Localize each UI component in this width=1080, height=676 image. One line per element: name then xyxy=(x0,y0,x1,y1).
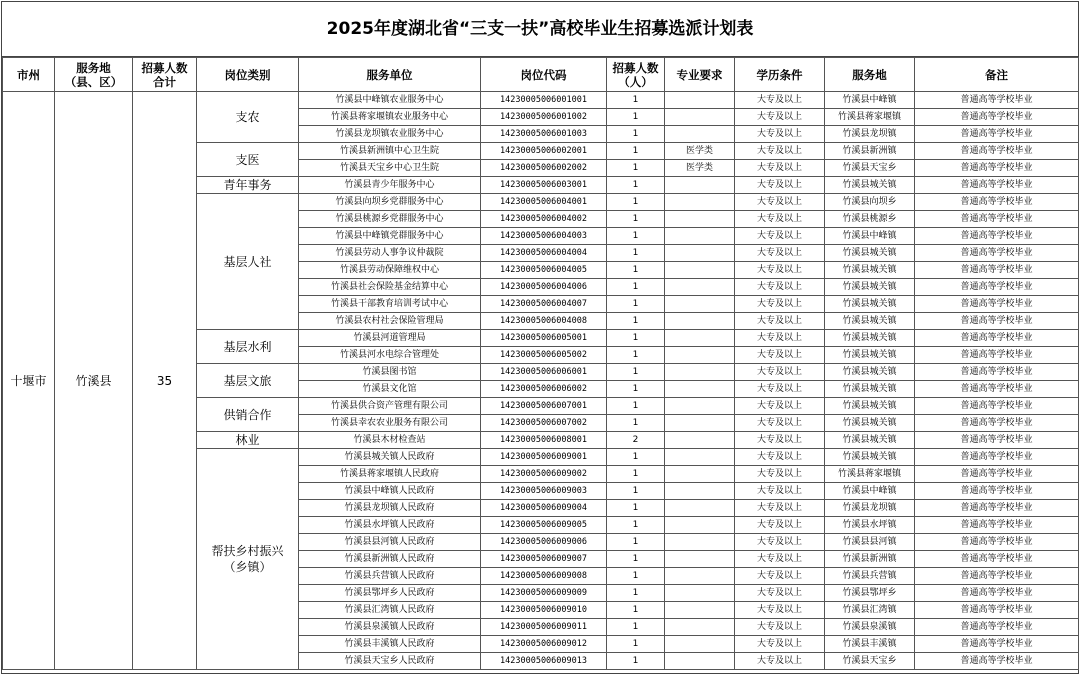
category-label: 林业 xyxy=(235,433,260,447)
category-cell xyxy=(197,330,299,364)
code-cell: 14230005006008001 xyxy=(481,432,607,449)
remark-cell: 普通高等学校毕业 xyxy=(915,534,1079,551)
city-cell: 十堰市 xyxy=(3,92,55,670)
header-city: 市州 xyxy=(3,58,55,92)
unit-cell: 竹溪县社会保险基金结算中心 xyxy=(299,279,481,296)
count-cell: 1 xyxy=(607,602,665,619)
location-cell: 竹溪县中峰镇 xyxy=(825,228,915,245)
count-cell: 1 xyxy=(607,517,665,534)
major-cell xyxy=(665,636,735,653)
code-cell: 14230005006009007 xyxy=(481,551,607,568)
location-cell: 竹溪县龙坝镇 xyxy=(825,126,915,143)
major-cell xyxy=(665,126,735,143)
code-cell: 14230005006004005 xyxy=(481,262,607,279)
remark-cell: 普通高等学校毕业 xyxy=(915,262,1079,279)
unit-cell: 竹溪县汇湾镇人民政府 xyxy=(299,602,481,619)
spreadsheet xyxy=(1,1,1079,674)
major-cell xyxy=(665,398,735,415)
unit-cell: 竹溪县向坝乡党群服务中心 xyxy=(299,194,481,211)
category-label: 支医 xyxy=(235,152,260,167)
education-cell: 大专及以上 xyxy=(735,92,825,109)
remark-cell: 普通高等学校毕业 xyxy=(915,517,1079,534)
table-title: 2025年度湖北省“三支一扶”高校毕业生招募选派计划表 xyxy=(2,2,1078,57)
major-cell xyxy=(665,415,735,432)
category-cell xyxy=(197,432,299,449)
remark-cell: 普通高等学校毕业 xyxy=(915,177,1079,194)
code-cell: 14230005006001001 xyxy=(481,92,607,109)
count-cell: 1 xyxy=(607,313,665,330)
code-cell: 14230005006009013 xyxy=(481,653,607,670)
unit-cell: 竹溪县新洲镇中心卫生院 xyxy=(299,143,481,160)
header-remark: 备注 xyxy=(915,58,1079,92)
education-cell: 大专及以上 xyxy=(735,466,825,483)
code-cell: 14230005006001003 xyxy=(481,126,607,143)
education-cell: 大专及以上 xyxy=(735,364,825,381)
remark-cell: 普通高等学校毕业 xyxy=(915,483,1079,500)
remark-cell: 普通高等学校毕业 xyxy=(915,194,1079,211)
count-cell: 1 xyxy=(607,381,665,398)
unit-cell: 竹溪县图书馆 xyxy=(299,364,481,381)
education-cell: 大专及以上 xyxy=(735,534,825,551)
remark-cell: 普通高等学校毕业 xyxy=(915,313,1079,330)
major-cell xyxy=(665,534,735,551)
count-cell: 2 xyxy=(607,432,665,449)
remark-cell: 普通高等学校毕业 xyxy=(915,92,1079,109)
unit-cell: 竹溪县鄂坪乡人民政府 xyxy=(299,585,481,602)
education-cell: 大专及以上 xyxy=(735,568,825,585)
location-cell: 竹溪县城关镇 xyxy=(825,330,915,347)
major-cell xyxy=(665,330,735,347)
recruitment-table xyxy=(2,57,1079,670)
remark-cell: 普通高等学校毕业 xyxy=(915,109,1079,126)
major-cell xyxy=(665,517,735,534)
location-cell: 竹溪县蒋家堰镇 xyxy=(825,466,915,483)
count-cell: 1 xyxy=(607,92,665,109)
code-cell: 14230005006002001 xyxy=(481,143,607,160)
education-cell: 大专及以上 xyxy=(735,619,825,636)
remark-cell: 普通高等学校毕业 xyxy=(915,585,1079,602)
count-cell: 1 xyxy=(607,364,665,381)
unit-cell: 竹溪县劳动保障维权中心 xyxy=(299,262,481,279)
count-cell: 1 xyxy=(607,109,665,126)
major-cell xyxy=(665,262,735,279)
education-cell: 大专及以上 xyxy=(735,432,825,449)
unit-cell: 竹溪县丰溪镇人民政府 xyxy=(299,636,481,653)
code-cell: 14230005006009003 xyxy=(481,483,607,500)
location-cell: 竹溪县蒋家堰镇 xyxy=(825,109,915,126)
header-code: 岗位代码 xyxy=(481,58,607,92)
code-cell: 14230005006009009 xyxy=(481,585,607,602)
code-cell: 14230005006004006 xyxy=(481,279,607,296)
location-cell: 竹溪县桃源乡 xyxy=(825,211,915,228)
major-cell xyxy=(665,449,735,466)
remark-cell: 普通高等学校毕业 xyxy=(915,653,1079,670)
count-cell: 1 xyxy=(607,262,665,279)
header-total-text: 招募人数 合计 xyxy=(141,60,188,89)
major-cell: 医学类 xyxy=(665,160,735,177)
unit-cell: 竹溪县青少年服务中心 xyxy=(299,177,481,194)
remark-cell: 普通高等学校毕业 xyxy=(915,449,1079,466)
remark-cell: 普通高等学校毕业 xyxy=(915,364,1079,381)
header-service-area-text: 服务地 （县、区） xyxy=(64,60,123,89)
code-cell: 14230005006004002 xyxy=(481,211,607,228)
count-cell: 1 xyxy=(607,653,665,670)
category-label: 基层水利 xyxy=(223,339,272,354)
unit-cell: 竹溪县新洲镇人民政府 xyxy=(299,551,481,568)
education-cell: 大专及以上 xyxy=(735,262,825,279)
code-cell: 14230005006009006 xyxy=(481,534,607,551)
category-label: 供销合作 xyxy=(223,407,272,422)
location-cell: 竹溪县新洲镇 xyxy=(825,143,915,160)
location-cell: 竹溪县城关镇 xyxy=(825,398,915,415)
category-label: 帮扶乡村振兴 （乡镇） xyxy=(211,544,284,574)
education-cell: 大专及以上 xyxy=(735,347,825,364)
major-cell xyxy=(665,92,735,109)
education-cell: 大专及以上 xyxy=(735,585,825,602)
remark-cell: 普通高等学校毕业 xyxy=(915,551,1079,568)
education-cell: 大专及以上 xyxy=(735,415,825,432)
remark-cell: 普通高等学校毕业 xyxy=(915,466,1079,483)
header-unit: 服务单位 xyxy=(299,58,481,92)
count-cell: 1 xyxy=(607,160,665,177)
code-cell: 14230005006009001 xyxy=(481,449,607,466)
location-cell: 竹溪县城关镇 xyxy=(825,449,915,466)
education-cell: 大专及以上 xyxy=(735,398,825,415)
remark-cell: 普通高等学校毕业 xyxy=(915,211,1079,228)
location-cell: 竹溪县中峰镇 xyxy=(825,92,915,109)
unit-cell: 竹溪县河水电综合管理处 xyxy=(299,347,481,364)
location-cell: 竹溪县新洲镇 xyxy=(825,551,915,568)
major-cell xyxy=(665,313,735,330)
code-cell: 14230005006004004 xyxy=(481,245,607,262)
count-cell: 1 xyxy=(607,228,665,245)
count-cell: 1 xyxy=(607,466,665,483)
unit-cell: 竹溪县幸农农业服务有限公司 xyxy=(299,415,481,432)
remark-cell: 普通高等学校毕业 xyxy=(915,160,1079,177)
education-cell: 大专及以上 xyxy=(735,177,825,194)
count-cell: 1 xyxy=(607,296,665,313)
unit-cell: 竹溪县蒋家堰镇农业服务中心 xyxy=(299,109,481,126)
unit-cell: 竹溪县水坪镇人民政府 xyxy=(299,517,481,534)
unit-cell: 竹溪县龙坝镇农业服务中心 xyxy=(299,126,481,143)
remark-cell: 普通高等学校毕业 xyxy=(915,228,1079,245)
category-label: 基层人社 xyxy=(223,254,272,269)
total-cell: 35 xyxy=(133,92,197,670)
code-cell: 14230005006009011 xyxy=(481,619,607,636)
education-cell: 大专及以上 xyxy=(735,313,825,330)
unit-cell: 竹溪县城关镇人民政府 xyxy=(299,449,481,466)
code-cell: 14230005006009005 xyxy=(481,517,607,534)
major-cell xyxy=(665,500,735,517)
code-cell: 14230005006009004 xyxy=(481,500,607,517)
remark-cell: 普通高等学校毕业 xyxy=(915,568,1079,585)
education-cell: 大专及以上 xyxy=(735,551,825,568)
remark-cell: 普通高等学校毕业 xyxy=(915,381,1079,398)
count-cell: 1 xyxy=(607,398,665,415)
remark-cell: 普通高等学校毕业 xyxy=(915,398,1079,415)
major-cell xyxy=(665,194,735,211)
header-location: 服务地 xyxy=(825,58,915,92)
category-label: 基层文旅 xyxy=(223,373,272,388)
code-cell: 14230005006007001 xyxy=(481,398,607,415)
remark-cell: 普通高等学校毕业 xyxy=(915,619,1079,636)
major-cell xyxy=(665,483,735,500)
code-cell: 14230005006006001 xyxy=(481,364,607,381)
remark-cell: 普通高等学校毕业 xyxy=(915,245,1079,262)
major-cell xyxy=(665,211,735,228)
remark-cell: 普通高等学校毕业 xyxy=(915,330,1079,347)
location-cell: 竹溪县城关镇 xyxy=(825,432,915,449)
code-cell: 14230005006002002 xyxy=(481,160,607,177)
category-cell xyxy=(197,177,299,194)
unit-cell: 竹溪县河道管理局 xyxy=(299,330,481,347)
unit-cell: 竹溪县龙坝镇人民政府 xyxy=(299,500,481,517)
location-cell: 竹溪县城关镇 xyxy=(825,313,915,330)
location-cell: 竹溪县城关镇 xyxy=(825,296,915,313)
table-body xyxy=(3,92,1079,670)
category-cell xyxy=(197,92,299,143)
unit-cell: 竹溪县县河镇人民政府 xyxy=(299,534,481,551)
major-cell xyxy=(665,109,735,126)
major-cell xyxy=(665,228,735,245)
table-row xyxy=(3,92,1079,109)
count-cell: 1 xyxy=(607,143,665,160)
header-count-text: 招募人数 （人） xyxy=(612,60,659,89)
location-cell: 竹溪县泉溪镇 xyxy=(825,619,915,636)
education-cell: 大专及以上 xyxy=(735,602,825,619)
education-cell: 大专及以上 xyxy=(735,449,825,466)
code-cell: 14230005006006002 xyxy=(481,381,607,398)
location-cell: 竹溪县县河镇 xyxy=(825,534,915,551)
category-cell xyxy=(197,194,299,330)
major-cell xyxy=(665,279,735,296)
location-cell: 竹溪县城关镇 xyxy=(825,364,915,381)
count-cell: 1 xyxy=(607,211,665,228)
major-cell xyxy=(665,585,735,602)
location-cell: 竹溪县中峰镇 xyxy=(825,483,915,500)
education-cell: 大专及以上 xyxy=(735,517,825,534)
code-cell: 14230005006004001 xyxy=(481,194,607,211)
education-cell: 大专及以上 xyxy=(735,126,825,143)
header-service-area xyxy=(55,58,133,92)
unit-cell: 竹溪县兵营镇人民政府 xyxy=(299,568,481,585)
education-cell: 大专及以上 xyxy=(735,636,825,653)
count-cell: 1 xyxy=(607,619,665,636)
major-cell xyxy=(665,602,735,619)
education-cell: 大专及以上 xyxy=(735,228,825,245)
code-cell: 14230005006004007 xyxy=(481,296,607,313)
location-cell: 竹溪县兵营镇 xyxy=(825,568,915,585)
education-cell: 大专及以上 xyxy=(735,245,825,262)
major-cell xyxy=(665,347,735,364)
unit-cell: 竹溪县文化馆 xyxy=(299,381,481,398)
unit-cell: 竹溪县劳动人事争议仲裁院 xyxy=(299,245,481,262)
remark-cell: 普通高等学校毕业 xyxy=(915,415,1079,432)
major-cell xyxy=(665,466,735,483)
count-cell: 1 xyxy=(607,534,665,551)
major-cell xyxy=(665,296,735,313)
code-cell: 14230005006004003 xyxy=(481,228,607,245)
location-cell: 竹溪县城关镇 xyxy=(825,262,915,279)
location-cell: 竹溪县天宝乡 xyxy=(825,160,915,177)
category-cell xyxy=(197,143,299,177)
major-cell xyxy=(665,381,735,398)
count-cell: 1 xyxy=(607,500,665,517)
count-cell: 1 xyxy=(607,194,665,211)
code-cell: 14230005006003001 xyxy=(481,177,607,194)
unit-cell: 竹溪县桃源乡党群服务中心 xyxy=(299,211,481,228)
major-cell xyxy=(665,245,735,262)
category-cell xyxy=(197,398,299,432)
count-cell: 1 xyxy=(607,551,665,568)
unit-cell: 竹溪县木材检查站 xyxy=(299,432,481,449)
category-cell xyxy=(197,449,299,670)
location-cell: 竹溪县城关镇 xyxy=(825,279,915,296)
education-cell: 大专及以上 xyxy=(735,330,825,347)
location-cell: 竹溪县向坝乡 xyxy=(825,194,915,211)
major-cell xyxy=(665,568,735,585)
location-cell: 竹溪县城关镇 xyxy=(825,381,915,398)
count-cell: 1 xyxy=(607,177,665,194)
count-cell: 1 xyxy=(607,449,665,466)
code-cell: 14230005006004008 xyxy=(481,313,607,330)
major-cell xyxy=(665,364,735,381)
code-cell: 14230005006009008 xyxy=(481,568,607,585)
unit-cell: 竹溪县中峰镇农业服务中心 xyxy=(299,92,481,109)
location-cell: 竹溪县城关镇 xyxy=(825,177,915,194)
count-cell: 1 xyxy=(607,568,665,585)
education-cell: 大专及以上 xyxy=(735,279,825,296)
major-cell xyxy=(665,653,735,670)
code-cell: 14230005006001002 xyxy=(481,109,607,126)
code-cell: 14230005006009002 xyxy=(481,466,607,483)
location-cell: 竹溪县城关镇 xyxy=(825,347,915,364)
location-cell: 竹溪县龙坝镇 xyxy=(825,500,915,517)
category-cell xyxy=(197,364,299,398)
education-cell: 大专及以上 xyxy=(735,143,825,160)
education-cell: 大专及以上 xyxy=(735,160,825,177)
remark-cell: 普通高等学校毕业 xyxy=(915,500,1079,517)
location-cell: 竹溪县水坪镇 xyxy=(825,517,915,534)
major-cell xyxy=(665,177,735,194)
unit-cell: 竹溪县天宝乡中心卫生院 xyxy=(299,160,481,177)
count-cell: 1 xyxy=(607,330,665,347)
unit-cell: 竹溪县中峰镇党群服务中心 xyxy=(299,228,481,245)
count-cell: 1 xyxy=(607,347,665,364)
unit-cell: 竹溪县农村社会保险管理局 xyxy=(299,313,481,330)
education-cell: 大专及以上 xyxy=(735,381,825,398)
education-cell: 大专及以上 xyxy=(735,500,825,517)
category-label: 支农 xyxy=(235,110,260,124)
major-cell xyxy=(665,551,735,568)
remark-cell: 普通高等学校毕业 xyxy=(915,347,1079,364)
unit-cell: 竹溪县蒋家堰镇人民政府 xyxy=(299,466,481,483)
header-education: 学历条件 xyxy=(735,58,825,92)
major-cell xyxy=(665,619,735,636)
location-cell: 竹溪县鄂坪乡 xyxy=(825,585,915,602)
unit-cell: 竹溪县中峰镇人民政府 xyxy=(299,483,481,500)
remark-cell: 普通高等学校毕业 xyxy=(915,126,1079,143)
header-row xyxy=(3,58,1079,92)
remark-cell: 普通高等学校毕业 xyxy=(915,432,1079,449)
count-cell: 1 xyxy=(607,245,665,262)
unit-cell: 竹溪县干部教育培训考试中心 xyxy=(299,296,481,313)
unit-cell: 竹溪县泉溪镇人民政府 xyxy=(299,619,481,636)
header-total xyxy=(133,58,197,92)
count-cell: 1 xyxy=(607,483,665,500)
count-cell: 1 xyxy=(607,279,665,296)
education-cell: 大专及以上 xyxy=(735,211,825,228)
location-cell: 竹溪县丰溪镇 xyxy=(825,636,915,653)
remark-cell: 普通高等学校毕业 xyxy=(915,296,1079,313)
count-cell: 1 xyxy=(607,126,665,143)
header-category: 岗位类别 xyxy=(197,58,299,92)
education-cell: 大专及以上 xyxy=(735,296,825,313)
remark-cell: 普通高等学校毕业 xyxy=(915,602,1079,619)
count-cell: 1 xyxy=(607,415,665,432)
county-cell: 竹溪县 xyxy=(55,92,133,670)
header-count xyxy=(607,58,665,92)
remark-cell: 普通高等学校毕业 xyxy=(915,636,1079,653)
location-cell: 竹溪县城关镇 xyxy=(825,245,915,262)
count-cell: 1 xyxy=(607,585,665,602)
code-cell: 14230005006005002 xyxy=(481,347,607,364)
count-cell: 1 xyxy=(607,636,665,653)
code-cell: 14230005006009010 xyxy=(481,602,607,619)
major-cell xyxy=(665,432,735,449)
code-cell: 14230005006009012 xyxy=(481,636,607,653)
unit-cell: 竹溪县供合资产管理有限公司 xyxy=(299,398,481,415)
location-cell: 竹溪县城关镇 xyxy=(825,415,915,432)
unit-cell: 竹溪县天宝乡人民政府 xyxy=(299,653,481,670)
education-cell: 大专及以上 xyxy=(735,653,825,670)
education-cell: 大专及以上 xyxy=(735,109,825,126)
location-cell: 竹溪县汇湾镇 xyxy=(825,602,915,619)
location-cell: 竹溪县天宝乡 xyxy=(825,653,915,670)
education-cell: 大专及以上 xyxy=(735,194,825,211)
code-cell: 14230005006007002 xyxy=(481,415,607,432)
category-label: 青年事务 xyxy=(223,178,272,192)
code-cell: 14230005006005001 xyxy=(481,330,607,347)
remark-cell: 普通高等学校毕业 xyxy=(915,143,1079,160)
header-major: 专业要求 xyxy=(665,58,735,92)
remark-cell: 普通高等学校毕业 xyxy=(915,279,1079,296)
major-cell: 医学类 xyxy=(665,143,735,160)
education-cell: 大专及以上 xyxy=(735,483,825,500)
